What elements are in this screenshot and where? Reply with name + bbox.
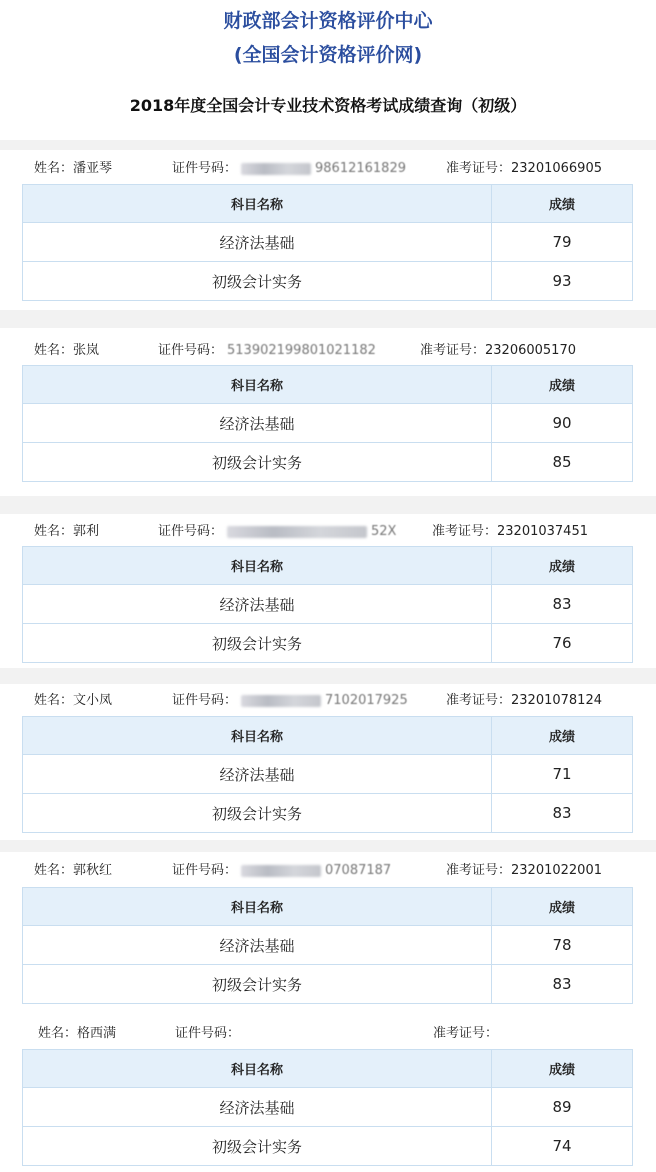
page-title: 2018年度全国会计专业技术资格考试成绩查询（初级） bbox=[129, 96, 527, 115]
score-record bbox=[0, 328, 656, 496]
candidate-name: 潘亚琴 bbox=[73, 161, 113, 176]
subject-cell: 初级会计实务 bbox=[23, 965, 492, 1004]
score-cell: 83 bbox=[492, 585, 633, 624]
id-field bbox=[172, 859, 391, 878]
org-subtitle: (全国会计资格评价网) bbox=[233, 44, 423, 66]
id-field bbox=[175, 1022, 240, 1041]
id-label: 证件号码： bbox=[172, 693, 238, 708]
exam-field bbox=[420, 339, 576, 358]
redacted-mask bbox=[241, 865, 321, 877]
score-cell: 83 bbox=[492, 794, 633, 833]
redacted-mask bbox=[241, 163, 311, 175]
candidate-name: 格西满 bbox=[77, 1026, 117, 1041]
divider bbox=[0, 496, 656, 514]
table-header-row bbox=[23, 185, 633, 223]
score-cell: 74 bbox=[492, 1127, 633, 1166]
score-record bbox=[0, 1012, 656, 1172]
subject-cell: 初级会计实务 bbox=[23, 624, 492, 663]
id-label: 证件号码： bbox=[175, 1026, 241, 1041]
exam-field bbox=[432, 520, 588, 539]
table-row bbox=[23, 1088, 633, 1127]
page-header bbox=[0, 0, 656, 150]
score-table bbox=[22, 365, 633, 482]
org-name: 财政部会计资格评价中心 bbox=[223, 10, 433, 32]
name-field bbox=[34, 157, 112, 176]
candidate-name: 文小凤 bbox=[73, 693, 113, 708]
subject-cell: 初级会计实务 bbox=[23, 262, 492, 301]
redacted-mask bbox=[227, 526, 367, 538]
exam-field bbox=[446, 157, 602, 176]
score-cell: 79 bbox=[492, 223, 633, 262]
id-field bbox=[172, 689, 408, 708]
id-label: 证件号码： bbox=[158, 343, 224, 358]
name-field bbox=[38, 1022, 116, 1041]
subject-cell: 经济法基础 bbox=[23, 926, 492, 965]
col-score: 成绩 bbox=[492, 547, 633, 585]
score-table bbox=[22, 887, 633, 1004]
table-row bbox=[23, 926, 633, 965]
id-label: 证件号码： bbox=[172, 863, 238, 878]
name-label: 姓名： bbox=[34, 161, 74, 176]
name-label: 姓名： bbox=[34, 524, 74, 539]
score-cell: 90 bbox=[492, 404, 633, 443]
candidate-name: 张岚 bbox=[73, 343, 100, 358]
col-score: 成绩 bbox=[492, 717, 633, 755]
exam-number: 23206005170 bbox=[485, 343, 576, 358]
exam-label: 准考证号： bbox=[446, 693, 512, 708]
candidate-name: 郭秋红 bbox=[73, 863, 113, 878]
subject-cell: 初级会计实务 bbox=[23, 794, 492, 833]
exam-number: 23201037451 bbox=[497, 524, 588, 539]
id-number: 07087187 bbox=[325, 863, 392, 878]
exam-number: 23201022001 bbox=[511, 863, 602, 878]
id-number: 513902199801021182 bbox=[227, 343, 376, 358]
col-score: 成绩 bbox=[492, 366, 633, 404]
exam-field bbox=[446, 859, 602, 878]
name-label: 姓名： bbox=[34, 863, 74, 878]
exam-label: 准考证号： bbox=[446, 863, 512, 878]
score-cell: 93 bbox=[492, 262, 633, 301]
id-field bbox=[158, 339, 376, 358]
id-field bbox=[172, 157, 406, 176]
col-subject: 科目名称 bbox=[23, 888, 492, 926]
score-cell: 85 bbox=[492, 443, 633, 482]
id-number: 7102017925 bbox=[325, 693, 408, 708]
table-header-row bbox=[23, 888, 633, 926]
col-subject: 科目名称 bbox=[23, 1050, 492, 1088]
id-field bbox=[158, 520, 396, 539]
exam-field bbox=[446, 689, 602, 708]
table-header-row bbox=[23, 717, 633, 755]
exam-number: 23201066905 bbox=[511, 161, 602, 176]
exam-number: 23201078124 bbox=[511, 693, 602, 708]
id-label: 证件号码： bbox=[158, 524, 224, 539]
name-field bbox=[34, 689, 112, 708]
score-cell: 78 bbox=[492, 926, 633, 965]
col-score: 成绩 bbox=[492, 888, 633, 926]
name-field bbox=[34, 339, 99, 358]
exam-label: 准考证号： bbox=[432, 524, 498, 539]
score-table bbox=[22, 546, 633, 663]
score-table bbox=[22, 184, 633, 301]
exam-label: 准考证号： bbox=[446, 161, 512, 176]
id-number: 98612161829 bbox=[315, 161, 406, 176]
table-row bbox=[23, 1127, 633, 1166]
table-row bbox=[23, 262, 633, 301]
table-row bbox=[23, 794, 633, 833]
name-label: 姓名： bbox=[34, 343, 74, 358]
subject-cell: 经济法基础 bbox=[23, 223, 492, 262]
table-row bbox=[23, 443, 633, 482]
col-subject: 科目名称 bbox=[23, 185, 492, 223]
exam-label: 准考证号： bbox=[433, 1026, 499, 1041]
candidate-name: 郭利 bbox=[73, 524, 100, 539]
table-header-row bbox=[23, 366, 633, 404]
col-score: 成绩 bbox=[492, 1050, 633, 1088]
col-subject: 科目名称 bbox=[23, 547, 492, 585]
subject-cell: 经济法基础 bbox=[23, 404, 492, 443]
score-table bbox=[22, 716, 633, 833]
name-field bbox=[34, 859, 112, 878]
id-label: 证件号码： bbox=[172, 161, 238, 176]
id-number: 52X bbox=[371, 524, 397, 539]
score-cell: 83 bbox=[492, 965, 633, 1004]
col-score: 成绩 bbox=[492, 185, 633, 223]
score-record bbox=[0, 150, 656, 310]
col-subject: 科目名称 bbox=[23, 717, 492, 755]
exam-field bbox=[433, 1022, 498, 1041]
score-record bbox=[0, 852, 656, 1010]
table-row bbox=[23, 624, 633, 663]
table-header-row bbox=[23, 1050, 633, 1088]
score-cell: 71 bbox=[492, 755, 633, 794]
divider bbox=[0, 310, 656, 328]
table-row bbox=[23, 585, 633, 624]
table-row bbox=[23, 223, 633, 262]
score-record bbox=[0, 514, 656, 668]
score-cell: 89 bbox=[492, 1088, 633, 1127]
score-cell: 76 bbox=[492, 624, 633, 663]
name-field bbox=[34, 520, 99, 539]
subject-cell: 经济法基础 bbox=[23, 1088, 492, 1127]
score-table bbox=[22, 1049, 633, 1166]
subject-cell: 经济法基础 bbox=[23, 585, 492, 624]
subject-cell: 初级会计实务 bbox=[23, 1127, 492, 1166]
subject-cell: 初级会计实务 bbox=[23, 443, 492, 482]
redacted-mask bbox=[241, 695, 321, 707]
table-row bbox=[23, 404, 633, 443]
col-subject: 科目名称 bbox=[23, 366, 492, 404]
subject-cell: 经济法基础 bbox=[23, 755, 492, 794]
table-header-row bbox=[23, 547, 633, 585]
table-row bbox=[23, 755, 633, 794]
name-label: 姓名： bbox=[34, 693, 74, 708]
name-label: 姓名： bbox=[38, 1026, 78, 1041]
table-row bbox=[23, 965, 633, 1004]
score-record bbox=[0, 684, 656, 840]
exam-label: 准考证号： bbox=[420, 343, 486, 358]
